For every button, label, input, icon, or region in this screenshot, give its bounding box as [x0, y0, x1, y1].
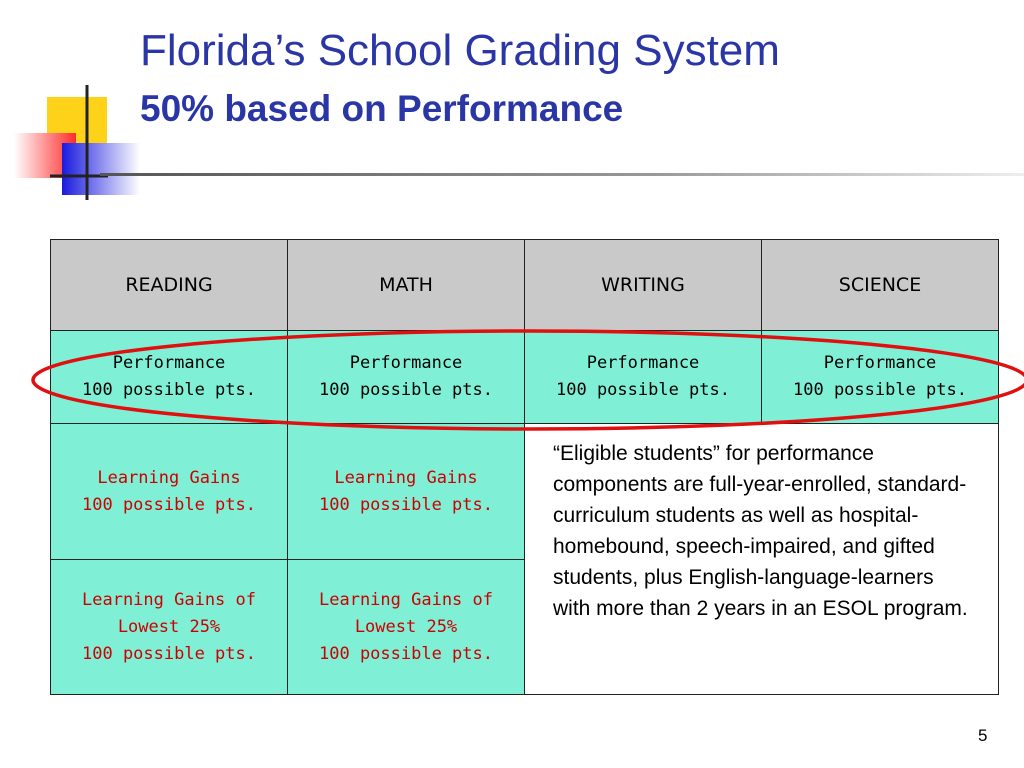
- math-performance-cell: [288, 331, 525, 424]
- cell-points: 100 possible pts.: [82, 643, 256, 664]
- title-divider: [100, 173, 1024, 176]
- header-reading: READING: [51, 240, 288, 331]
- header-row: [51, 240, 999, 331]
- reading-learning-gains-cell: [51, 424, 288, 560]
- cell-label: Performance: [349, 353, 463, 373]
- reading-lowest-25-cell: [51, 560, 288, 695]
- eligible-students-note: “Eligible students” for performance components are full-year-enrolled, standard-curriculum students as well as hospital-homebound, speech-impaired, and gifted students, plus English-language-learners with more than 2 years in an ESOL program.: [525, 424, 999, 695]
- cell-label: Performance: [112, 353, 226, 373]
- cell-sublabel: Lowest 25%: [354, 616, 458, 637]
- cell-label: Learning Gains of: [82, 589, 256, 610]
- slide-subtitle: 50% based on Performance: [140, 88, 624, 129]
- cell-points: 100 possible pts.: [319, 643, 493, 664]
- cell-points: 100 possible pts.: [82, 494, 256, 515]
- header-math: MATH: [288, 240, 525, 331]
- cell-sublabel: Lowest 25%: [117, 616, 221, 637]
- learning-gains-row: [51, 424, 999, 560]
- cell-points: 100 possible pts.: [319, 494, 493, 515]
- cell-points: 100 possible pts.: [82, 380, 256, 400]
- header-writing: WRITING: [525, 240, 762, 331]
- slide-decoration-logo: [0, 0, 160, 210]
- cell-label: Performance: [823, 353, 937, 373]
- grading-table: [50, 239, 999, 695]
- reading-performance-cell: [51, 331, 288, 424]
- math-lowest-25-cell: [288, 560, 525, 695]
- cell-label: Learning Gains of: [319, 589, 493, 610]
- performance-row: [51, 331, 999, 424]
- cell-points: 100 possible pts.: [793, 380, 967, 400]
- writing-performance-cell: [525, 331, 762, 424]
- science-performance-cell: [762, 331, 999, 424]
- math-learning-gains-cell: [288, 424, 525, 560]
- page-number: 5: [978, 726, 988, 745]
- cell-points: 100 possible pts.: [556, 380, 730, 400]
- cell-label: Learning Gains: [97, 467, 241, 488]
- cell-label: Learning Gains: [334, 467, 478, 488]
- cell-label: Performance: [586, 353, 700, 373]
- header-science: SCIENCE: [762, 240, 999, 331]
- cell-points: 100 possible pts.: [319, 380, 493, 400]
- slide-title: Florida’s School Grading System: [140, 26, 780, 75]
